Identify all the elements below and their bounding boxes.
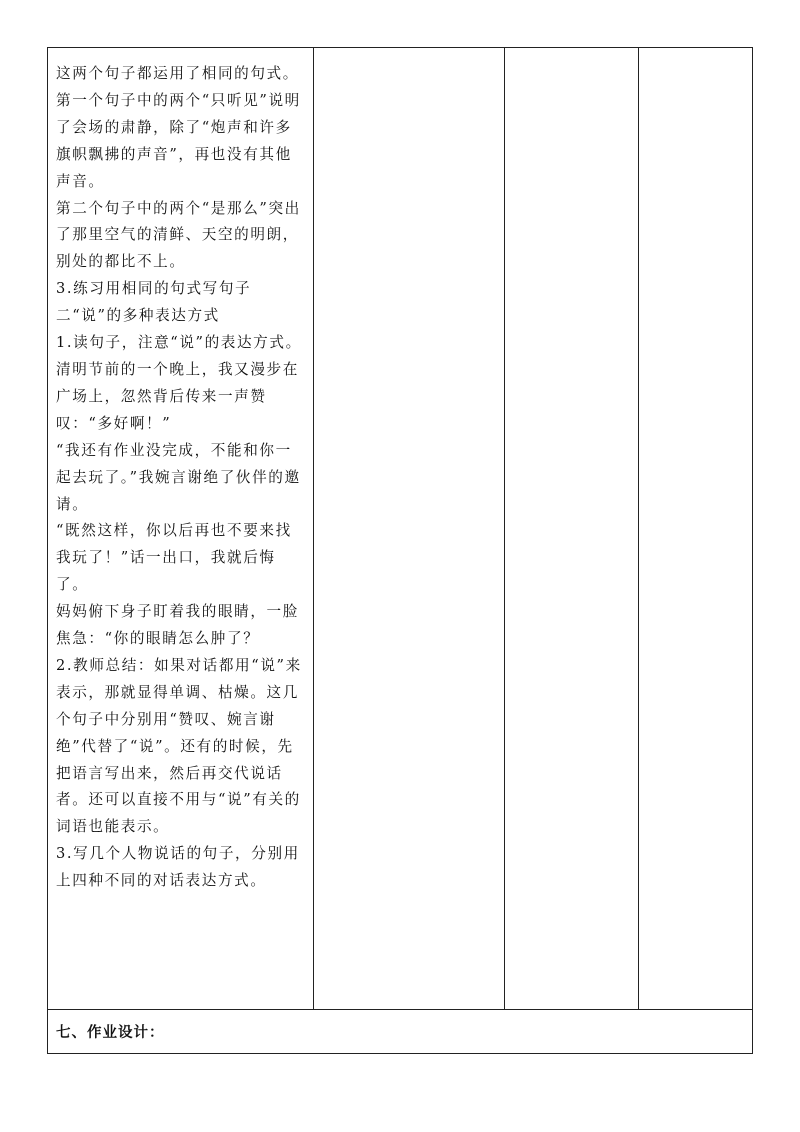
homework-heading: 七、作业设计： (48, 1010, 753, 1054)
paragraph: 3.写几个人物说话的句子，分别用上四种不同的对话表达方式。 (56, 845, 300, 890)
paragraph: 1.读句子，注意“说”的表达方式。 (56, 334, 302, 352)
paragraph: 这两个句子都运用了相同的句式。 (56, 65, 299, 82)
student-activity-cell (314, 48, 504, 1010)
example-sentence: 妈妈俯下身子盯着我的眼睛，一脸焦急：“你的眼睛怎么肿了？ (56, 603, 299, 648)
teaching-content-row (48, 48, 753, 1010)
paragraph: 第二个句子中的两个“是那么”突出了那里空气的清鲜、天空的明朗，别处的都比不上。 (56, 199, 301, 271)
design-intent-cell (504, 48, 638, 1010)
lesson-plan-table (47, 47, 753, 1054)
teaching-process-cell (48, 48, 314, 1010)
notes-cell (638, 48, 752, 1010)
section-heading: 二“说”的多种表达方式 (56, 307, 220, 325)
example-sentence: “既然这样，你以后再也不要来找我玩了！”话一出口，我就后悔了。 (56, 522, 292, 594)
paragraph: 第一个句子中的两个“只听见”说明了会场的肃静，除了“炮声和许多旗帜飘拂的声音”，再也没有其他声音。 (56, 91, 301, 190)
homework-row (48, 1010, 753, 1054)
example-sentence: 清明节前的一个晚上，我又漫步在广场上，忽然背后传来一声赞叹：“多好啊！” (56, 360, 299, 432)
paragraph: 3.练习用相同的句式写句子 (56, 280, 252, 298)
example-sentence: “我还有作业没完成，不能和你一起去玩了。”我婉言谢绝了伙伴的邀请。 (56, 441, 301, 513)
paragraph: 2.教师总结：如果对话都用“说”来表示，那就显得单调、枯燥。这几个句子中分别用“赞叹、婉言谢绝”代替了“说”。还有的时候，先把语言写出来，然后再交代说话者。还可以直接不用与“说”有关的词语也能表示。 (56, 656, 302, 836)
